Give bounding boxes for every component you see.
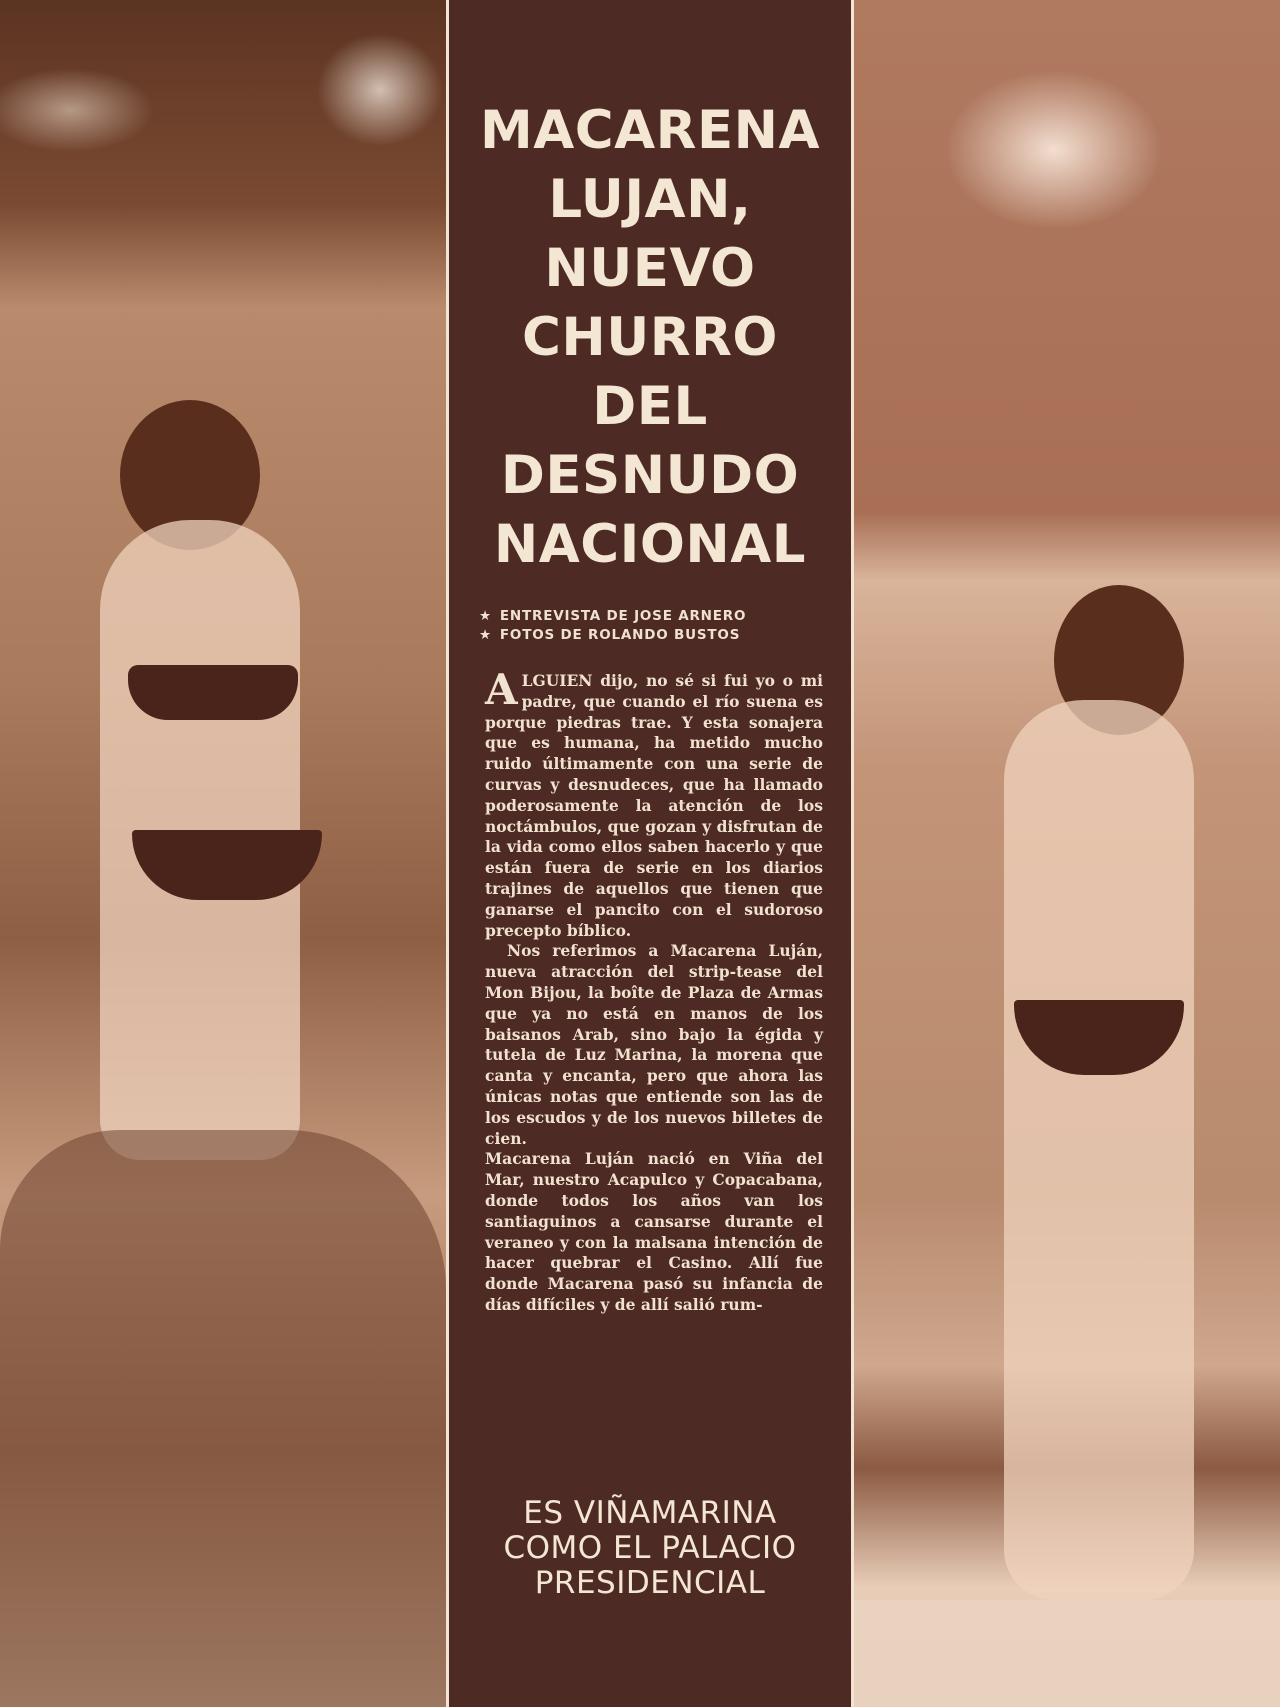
- headline: [449, 96, 851, 579]
- headline-line: CHURRO: [522, 307, 778, 368]
- byline-text: ENTREVISTA DE JOSE ARNERO: [499, 608, 747, 624]
- headline-line: NACIONAL: [493, 514, 807, 575]
- audience-silhouette: [0, 1130, 446, 1707]
- star-icon: ★: [479, 608, 492, 624]
- subheading: [449, 1496, 851, 1601]
- article-column: [446, 0, 854, 1707]
- stage-floor: [854, 1600, 1280, 1707]
- headline-line: LUJAN,: [548, 169, 752, 230]
- dancer-right-body: [1004, 700, 1194, 1600]
- paragraph-1: [485, 665, 823, 941]
- dancer-left-top: [128, 665, 298, 720]
- paragraph-2: Nos referimos a Macarena Luján, nueva atracción del strip-tease del Mon Bijou, la boîte de Plaza de Armas que ya no está en manos de los baisanos Arab, sino bajo la égida y tutela de Luz Marina, la morena que canta y encanta, pero que ahora las únicas notas que entiende son las de los escudos y de los nuevos billetes de cien.: [485, 941, 823, 1148]
- byline-interview: [479, 607, 851, 626]
- subheading-line: ES VIÑAMARINA: [523, 1495, 777, 1531]
- subheading-line: PRESIDENCIAL: [534, 1565, 766, 1601]
- star-icon: ★: [479, 627, 492, 643]
- subheading-line: COMO EL PALACIO: [503, 1530, 797, 1566]
- paragraph-3: Macarena Luján nació en Viña del Mar, nuestro Acapulco y Copacabana, donde todos los años van los santiaguinos a cansarse durante el veraneo y con la malsana intención de hacer quebrar el Casino. Allí fue donde Macarena pasó su infancia de días difíciles y de allí salió rum-: [485, 1149, 823, 1314]
- headline-line: NUEVO: [544, 238, 756, 299]
- headline-line: DESNUDO: [500, 445, 800, 506]
- byline: [479, 607, 851, 645]
- photo-dancer-right: [854, 0, 1280, 1707]
- headline-line: MACARENA: [479, 100, 821, 161]
- byline-photos: [479, 626, 851, 645]
- byline-text: FOTOS DE ROLANDO BUSTOS: [499, 627, 741, 643]
- article-body: [485, 665, 823, 1316]
- headline-line: DEL: [592, 376, 708, 437]
- drop-cap: A: [485, 665, 518, 714]
- photo-dancer-left: [0, 0, 446, 1707]
- paragraph-1-text: LGUIEN dijo, no sé si fui yo o mi padre, que cuando el río suena es porque piedras trae. Y esta sonajera que es humana, ha metido mucho ruido últimamente con una serie de curvas y desnudeces, que ha llamado poderosamente la atención de los noctámbulos, que gozan y disfrutan de la vida como ellos saben hacerlo y que están fuera de serie en los diarios trajines de aquellos que tienen que ganarse el pancito con el sudoroso precepto bíblico.: [485, 671, 823, 940]
